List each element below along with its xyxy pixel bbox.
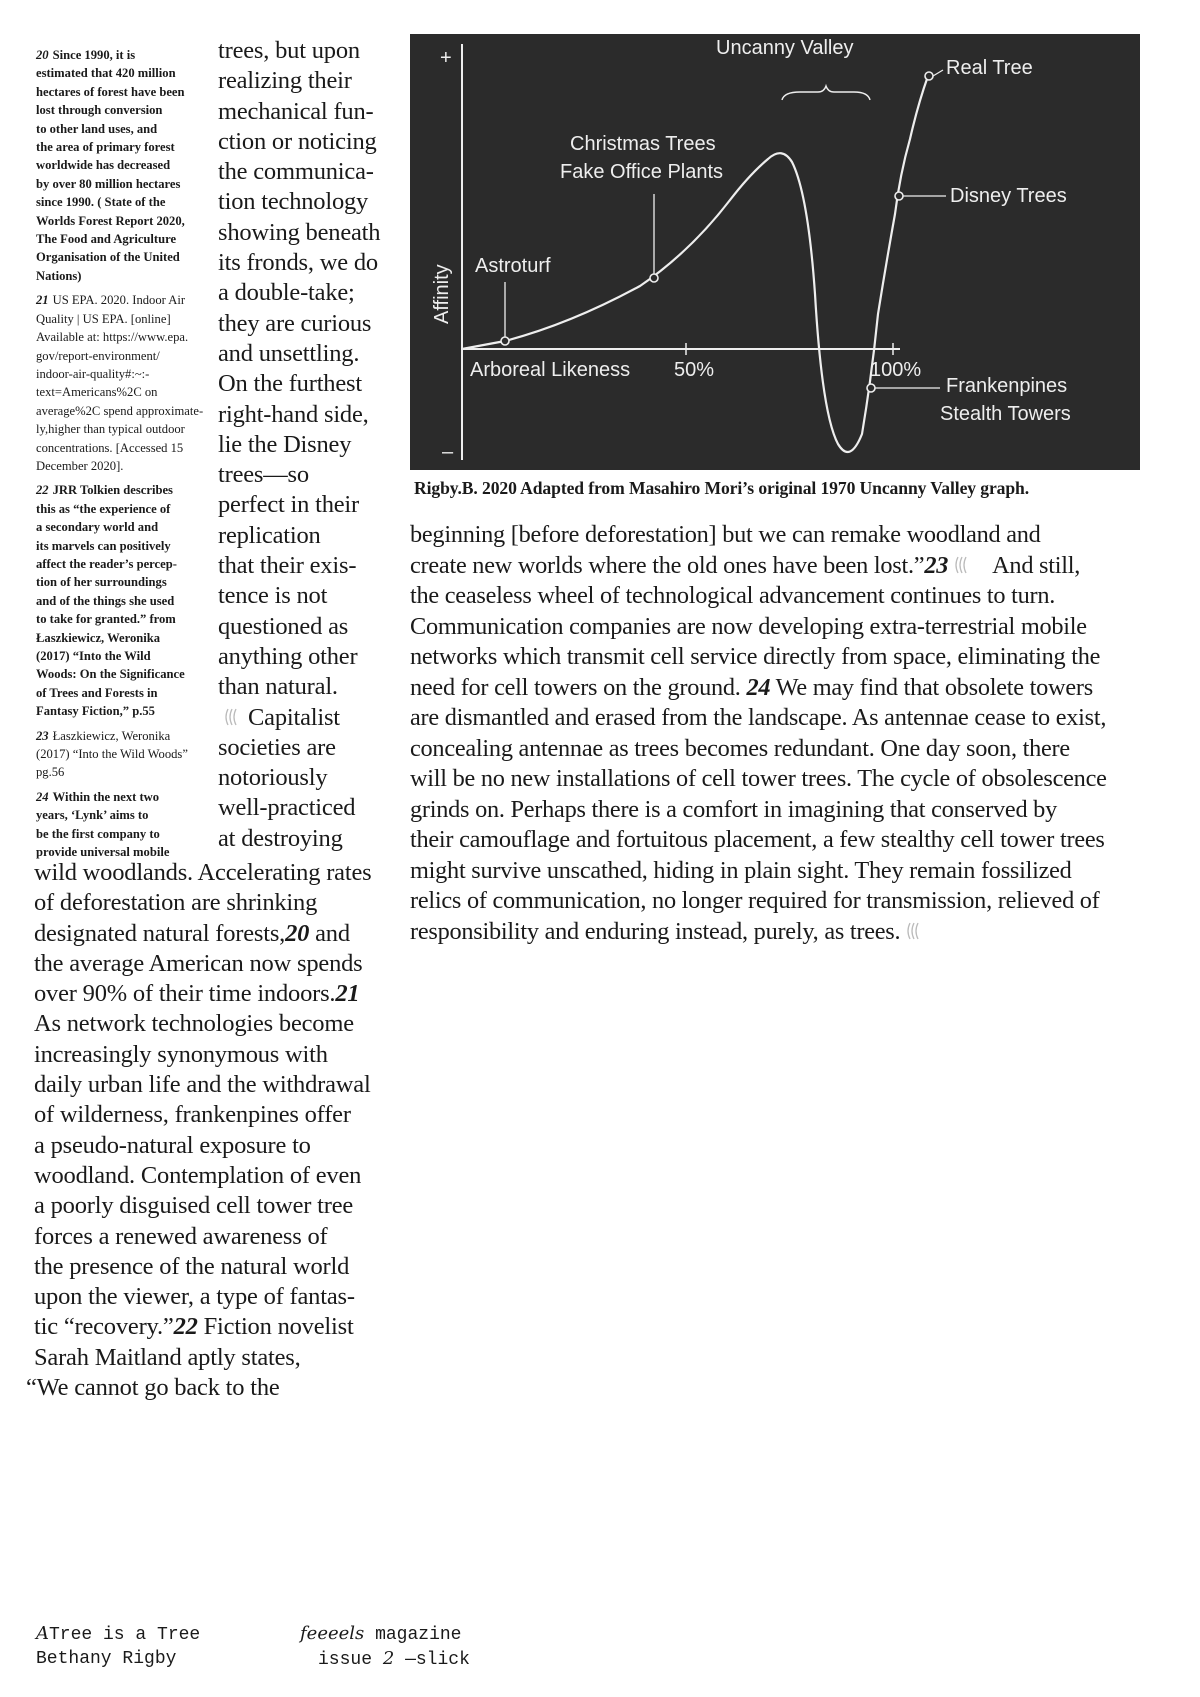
text-line: Capitalist <box>218 703 388 733</box>
footnotes <box>36 46 204 867</box>
text-line: tence is not <box>218 582 328 610</box>
text-line: notoriously <box>218 764 328 792</box>
footnote-ref-21: 21 <box>335 980 360 1008</box>
text-line: networks which transmit cell service directly from space, eliminating the <box>410 643 1101 670</box>
footnote-number: 22 <box>36 483 49 498</box>
text-line: tion technology <box>218 188 369 216</box>
text-line: ction or noticing <box>218 127 377 155</box>
label-frankenpines: Frankenpines <box>946 375 1068 397</box>
text-line: their camouflage and fortuitous placement, a few stealthy cell tower trees <box>410 826 1105 853</box>
text-line: the ceaseless wheel of technological advancement continues to turn. <box>410 582 1056 609</box>
footnote-ref-23: 23 <box>924 551 949 579</box>
text-line: On the furthest <box>218 370 362 398</box>
text-line: upon the viewer, a type of fantas- <box>34 1283 355 1311</box>
text-line: wild woodlands. Accelerating rates <box>34 859 372 886</box>
text-line: showing beneath <box>218 218 381 246</box>
footnote-21: 21 US EPA. 2020. Indoor Air Quality | US EPA. [online] Available at: https://www.epa. gov/report-environment/ indoor-air-quality#:~:- text=Americans%2C on average%2C spend approximate- ly,higher than typical outdoor concentrations. [Accessed 15 December 2020]. <box>36 293 204 473</box>
footnote-ref-20: 20 <box>285 919 310 947</box>
footer-author: Bethany Rigby <box>36 1649 177 1669</box>
marker-frankenpines <box>867 384 875 392</box>
footer-title <box>36 1622 200 1671</box>
footnote-ref-22: 22 <box>173 1313 198 1341</box>
label-christmas-trees: Christmas Trees <box>570 133 716 155</box>
text-line: As network technologies become <box>34 1010 354 1038</box>
text-line: replication <box>218 521 321 549</box>
footnote-24: 24 Within the next two years, ‘Lynk’ aims to be the first company to provide universal mobile <box>36 789 170 860</box>
footnote-number: 24 <box>36 789 49 804</box>
text-line: forces a renewed awareness of <box>34 1222 328 1250</box>
footnote-number: 20 <box>36 48 49 62</box>
text-line: anything other <box>218 642 358 670</box>
figure-caption: Rigby.B. 2020 Adapted from Masahiro Mori’s original 1970 Uncanny Valley graph. <box>414 478 1030 498</box>
text-line: might survive unscathed, hiding in plain sight. They remain fossilized <box>410 856 1072 884</box>
text-line: than natural. <box>218 673 338 701</box>
x-tick-label-100: 100% <box>870 359 922 381</box>
text-line: its fronds, we do <box>218 249 378 277</box>
text-line: mechanical fun- <box>218 97 374 125</box>
footer-initial: A <box>36 1623 49 1644</box>
text-line: of deforestation are shrinking <box>34 889 318 917</box>
body-column-narrow <box>218 36 388 854</box>
magazine-logo: feeeels <box>300 1623 365 1644</box>
text-line: right-hand side, <box>218 400 369 428</box>
footer-issue: issue 2 —slick <box>318 1648 470 1670</box>
footnote-number: 21 <box>36 293 49 308</box>
text-line: woodland. Contemplation of even <box>34 1161 362 1189</box>
text-line: and unsettling. <box>218 339 360 367</box>
label-uncanny-valley: Uncanny Valley <box>716 37 854 59</box>
marker-real-tree <box>925 72 933 80</box>
y-tick-plus: + <box>440 47 452 69</box>
text-line: daily urban life and the withdrawal <box>34 1071 371 1099</box>
text-line: grinds on. Perhaps there is a comfort in imagining that conserved by <box>410 795 1057 823</box>
text-line: lie the Disney <box>218 430 352 458</box>
text-line: responsibility and enduring instead, purely, as trees. <box>410 917 1170 948</box>
text-line: Sarah Maitland aptly states, <box>34 1343 301 1371</box>
footnote-number: 23 <box>36 728 49 743</box>
text-line: the communica- <box>218 158 374 186</box>
text-line: trees, but upon <box>218 37 360 64</box>
marker-christmas-trees <box>650 274 658 282</box>
footer-article-title: ATree is a Tree <box>36 1623 201 1645</box>
text-line: increasingly synonymous with <box>34 1040 328 1068</box>
y-axis-label: Affinity <box>431 264 453 324</box>
footnote-22: 22 JRR Tolkien describes this as “the experience of a secondary world and its marvels can positively affect the reader’s percep- tion of her surroundings and of the things she used to take for granted.” from Łaszkiewicz, Weronika (2017) “Into the Wild Woods: On the Significance of Trees and Forests in Fantasy Fiction,” p.55 <box>36 483 185 719</box>
text-line: a pseudo-natural exposure to <box>34 1131 311 1159</box>
footnote-20: 20 Since 1990, it is estimated that 420 million hectares of forest have been lost through conversion to other land uses, and the area of primary forest worldwide has decreased by over 80 million hectares since 1990. ( State of the Worlds Forest Report 2020, The Food and Agriculture Organisation of the United Nations) <box>36 48 185 283</box>
text-line: tic “recovery.”22 Fiction novelist <box>34 1313 354 1341</box>
text-line: beginning [before deforestation] but we can remake woodland and <box>410 521 1041 548</box>
text-line: designated natural forests,20 and <box>34 919 350 947</box>
text-line: need for cell towers on the ground. 24 We may find that obsolete towers <box>410 673 1093 701</box>
text-line: at destroying <box>218 824 343 852</box>
text-line: relics of communication, no longer required for transmission, relieved of <box>410 887 1100 914</box>
marker-disney-trees <box>895 192 903 200</box>
x-axis-label: Arboreal Likeness <box>470 359 631 381</box>
body-column-wide <box>26 858 394 1403</box>
marker-astroturf <box>501 337 509 345</box>
text-line: societies are <box>218 733 336 761</box>
section-mark-icon <box>904 920 926 942</box>
text-line: Communication companies are now developing extra-terrestrial mobile <box>410 612 1087 640</box>
footer-magazine-name: feeeels magazine <box>300 1623 462 1645</box>
text-line: “We cannot go back to the <box>26 1374 280 1402</box>
label-real-tree: Real Tree <box>946 57 1033 79</box>
uncanny-valley-chart <box>410 34 1140 470</box>
text-line: a double-take; <box>218 279 355 307</box>
text-line: are dismantled and erased from the landscape. As antennae cease to exist, <box>410 704 1107 731</box>
section-mark-icon <box>952 554 974 576</box>
text-line: over 90% of their time indoors.21 <box>34 980 360 1008</box>
uncanny-valley-brace <box>782 86 870 100</box>
label-astroturf: Astroturf <box>475 255 551 277</box>
body-column-right <box>410 520 1170 947</box>
text-line: the average American now spends <box>34 949 363 977</box>
text-line: the presence of the natural world <box>34 1252 350 1280</box>
text-line: questioned as <box>218 612 349 640</box>
y-tick-minus: – <box>442 441 454 463</box>
footnote-ref-24: 24 <box>746 673 771 701</box>
text-line: perfect in their <box>218 491 360 519</box>
section-mark-icon <box>222 706 244 728</box>
text-line: realizing their <box>218 67 352 95</box>
footer-magazine <box>300 1622 470 1672</box>
text-line: they are curious <box>218 309 372 337</box>
label-stealth-towers: Stealth Towers <box>940 403 1071 425</box>
text-line: a poorly disguised cell tower tree <box>34 1192 354 1220</box>
text-line: will be no new installations of cell tower trees. The cycle of obsolescence <box>410 765 1107 792</box>
text-line: that their exis- <box>218 552 357 580</box>
footnote-23: 23 Łaszkiewicz, Weronika (2017) “Into the Wild Woods” pg.56 <box>36 728 188 780</box>
text-line: of wilderness, frankenpines offer <box>34 1101 351 1129</box>
leader-real-tree <box>933 70 943 76</box>
text-line: create new worlds where the old ones have been lost.”23 And still, <box>410 551 1081 579</box>
chart-svg <box>410 34 1140 470</box>
label-fake-office-plants: Fake Office Plants <box>560 161 724 183</box>
text-line: trees—so <box>218 461 309 489</box>
label-disney-trees: Disney Trees <box>950 185 1067 207</box>
text-line: well-practiced <box>218 794 356 822</box>
x-tick-label-50: 50% <box>674 359 715 381</box>
text-line: concealing antennae as trees becomes redundant. One day soon, there <box>410 734 1070 762</box>
